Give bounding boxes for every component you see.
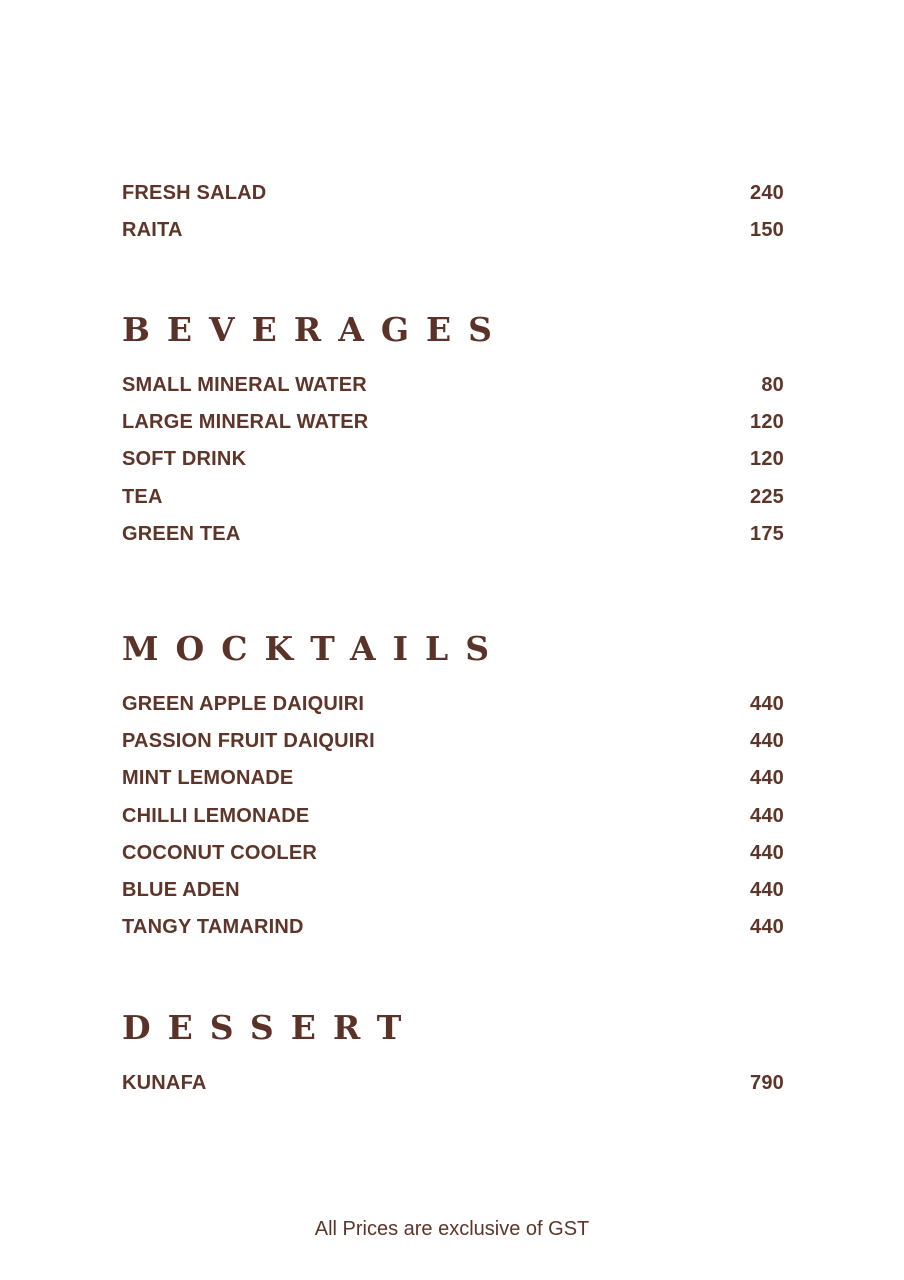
item-name: SMALL MINERAL WATER (122, 374, 367, 396)
menu-item (122, 446, 784, 483)
item-price: 790 (750, 1072, 784, 1094)
item-price: 175 (750, 522, 784, 545)
section-heading: DESSERT (122, 1008, 419, 1047)
section-mocktails (122, 631, 784, 951)
item-price: 120 (750, 411, 784, 434)
menu-item (122, 765, 784, 802)
item-name: TANGY TAMARIND (122, 916, 304, 939)
menu-item (122, 803, 784, 840)
gst-note: All Prices are exclusive of GST (314, 1218, 590, 1240)
item-price: 240 (750, 182, 784, 204)
item-name: BLUE ADEN (122, 878, 240, 901)
menu-item (122, 409, 784, 446)
item-price: 440 (750, 841, 784, 864)
item-name: CHILLI LEMONADE (122, 804, 310, 827)
section-beverages (122, 312, 784, 558)
item-price: 440 (750, 693, 784, 715)
menu-item (122, 217, 784, 254)
section-dessert (122, 1010, 784, 1107)
menu-item (122, 180, 784, 217)
menu-item (122, 1070, 784, 1107)
menu-item (122, 914, 784, 951)
menu-item (122, 877, 784, 914)
item-name: GREEN APPLE DAIQUIRI (122, 693, 365, 715)
item-price: 150 (750, 219, 784, 242)
menu-item (122, 484, 784, 521)
item-name: PASSION FRUIT DAIQUIRI (122, 730, 375, 753)
section-heading: MOCKTAILS (122, 629, 507, 668)
item-price: 440 (750, 916, 784, 939)
item-name: GREEN TEA (122, 522, 241, 545)
item-price: 440 (750, 767, 784, 790)
item-price: 120 (750, 448, 784, 471)
menu-item (122, 521, 784, 558)
section-heading: BEVERAGES (122, 310, 509, 349)
item-price: 225 (750, 485, 784, 508)
item-price: 440 (750, 804, 784, 827)
menu-item (122, 728, 784, 765)
item-name: KUNAFA (122, 1072, 207, 1094)
menu-item (122, 691, 784, 728)
item-name: LARGE MINERAL WATER (122, 411, 369, 434)
menu-item (122, 840, 784, 877)
menu-item (122, 372, 784, 409)
item-price: 80 (761, 374, 784, 396)
item-name: SOFT DRINK (122, 448, 247, 471)
section-sides (122, 180, 784, 254)
item-name: TEA (122, 485, 163, 508)
item-name: MINT LEMONADE (122, 767, 294, 790)
item-name: FRESH SALAD (122, 182, 267, 204)
item-name: RAITA (122, 219, 183, 242)
item-price: 440 (750, 878, 784, 901)
item-price: 440 (750, 730, 784, 753)
item-name: COCONUT COOLER (122, 841, 318, 864)
